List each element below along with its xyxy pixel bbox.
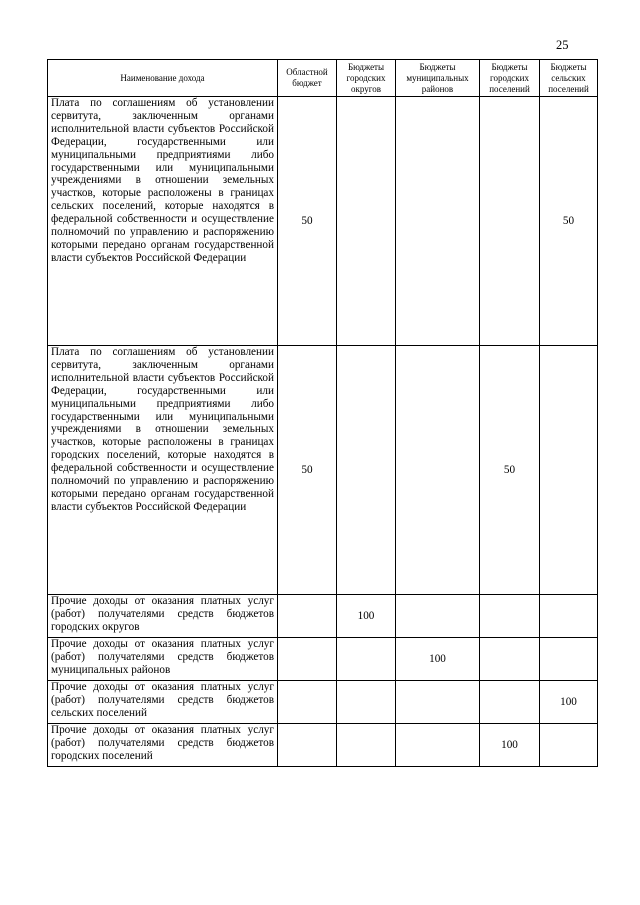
value-cell xyxy=(278,681,337,724)
value-cell xyxy=(337,97,396,346)
value-cell: 100 xyxy=(540,681,598,724)
value-cell xyxy=(480,97,540,346)
table-row xyxy=(48,638,598,681)
value-cell xyxy=(337,346,396,595)
value-cell: 100 xyxy=(337,595,396,638)
income-name-cell: Прочие доходы от оказания платных услуг (работ) получателями средств бюджетов городских округов xyxy=(48,595,278,638)
value-cell: 50 xyxy=(278,346,337,595)
value-cell xyxy=(396,346,480,595)
value-cell xyxy=(480,638,540,681)
income-name-cell: Плата по соглашениям об установлении сервитута, заключенным органами исполнительной власти субъектов Российской Федерации, государственными или муниципальными предприятиями либо государственными или муниципальными учреждениями в отношении земельных участков, которые расположены в границах сельских поселений, которые находятся в федеральной собственности и осуществление полномочий по управлению и распоряжению которыми передано органам государственной власти субъектов Российской Федерации xyxy=(48,97,278,346)
value-cell xyxy=(337,724,396,767)
header-city-district-budgets: Бюджеты городских округов xyxy=(337,60,396,97)
table-row xyxy=(48,346,598,595)
value-cell xyxy=(278,595,337,638)
header-urban-settlement-budgets: Бюджеты городских поселений xyxy=(480,60,540,97)
table-row xyxy=(48,97,598,346)
value-cell xyxy=(337,638,396,681)
value-cell: 100 xyxy=(396,638,480,681)
header-rural-settlement-budgets: Бюджеты сельских поселений xyxy=(540,60,598,97)
income-name-cell: Прочие доходы от оказания платных услуг (работ) получателями средств бюджетов сельских поселений xyxy=(48,681,278,724)
value-cell xyxy=(480,681,540,724)
header-regional-budget: Областной бюджет xyxy=(278,60,337,97)
page-number: 25 xyxy=(556,38,569,52)
income-distribution-table xyxy=(47,59,598,767)
value-cell xyxy=(540,346,598,595)
table-row xyxy=(48,595,598,638)
value-cell xyxy=(337,681,396,724)
income-name-cell: Прочие доходы от оказания платных услуг (работ) получателями средств бюджетов муниципальных районов xyxy=(48,638,278,681)
income-name-cell: Плата по соглашениям об установлении сервитута, заключенным органами исполнительной власти субъектов Российской Федерации, государственными или муниципальными предприятиями либо государственными или муниципальными учреждениями в отношении земельных участков, которые расположены в границах городских поселений, которые находятся в федеральной собственности и осуществление полномочий по управлению и распоряжению которыми передано органам государственной власти субъектов Российской Федерации xyxy=(48,346,278,595)
table-row xyxy=(48,681,598,724)
table-header-row xyxy=(48,60,598,97)
value-cell: 50 xyxy=(540,97,598,346)
value-cell: 100 xyxy=(480,724,540,767)
value-cell xyxy=(396,595,480,638)
header-municipal-district-budgets: Бюджеты муниципальных районов xyxy=(396,60,480,97)
value-cell xyxy=(540,595,598,638)
value-cell xyxy=(396,724,480,767)
value-cell xyxy=(540,724,598,767)
value-cell: 50 xyxy=(480,346,540,595)
value-cell xyxy=(396,681,480,724)
income-name-cell: Прочие доходы от оказания платных услуг (работ) получателями средств бюджетов городских поселений xyxy=(48,724,278,767)
header-income-name: Наименование дохода xyxy=(48,60,278,97)
value-cell xyxy=(396,97,480,346)
value-cell xyxy=(540,638,598,681)
value-cell xyxy=(278,724,337,767)
value-cell xyxy=(278,638,337,681)
value-cell: 50 xyxy=(278,97,337,346)
value-cell xyxy=(480,595,540,638)
table-row xyxy=(48,724,598,767)
